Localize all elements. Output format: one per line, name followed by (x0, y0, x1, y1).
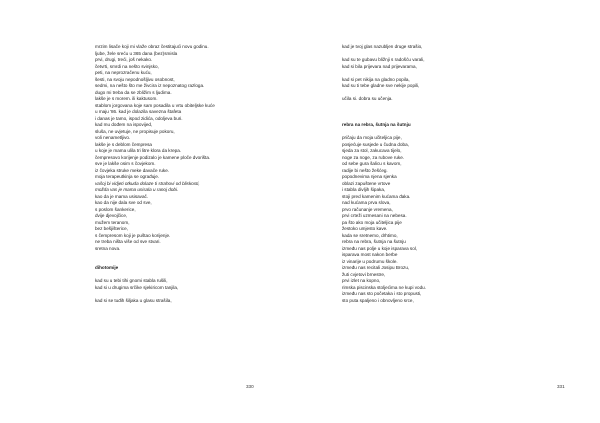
poem-line: ne treba ništa više od sve stvari. (95, 239, 161, 244)
poem-line: s poslom šankerice, (95, 206, 136, 212)
poem-title: rebra na rebra, šutnja na šutnju (342, 122, 411, 127)
poem-line: sjeda za stol, zakucava tijelo, (342, 148, 402, 153)
poem-line: bez bešjišterice, (95, 226, 128, 231)
poem-line: sto puta spaljeno i obnovljeno srce, (342, 297, 414, 303)
poem-line: od sebe gura šalicu s kavom, (342, 161, 402, 166)
left-page-text (95, 44, 215, 304)
poem-line: pa što ako moja učiteljica pije (342, 219, 402, 225)
poem-line-italic: vašoj bi vidjeti otkuda dolaze ti strahovi od bliskosti, (95, 180, 200, 186)
poem-line: radije bi nešto žešćeg. (342, 167, 388, 173)
poem-line: i stabla divljih šipaka, (342, 187, 386, 192)
poem-line: žestoko umjesto kave. (342, 226, 388, 231)
poem-line: stablom jorgovana koje sam posadila u vrtu obiteljske kuće (95, 102, 215, 108)
poem-line: oblazi zapuštene vrtove (342, 180, 391, 186)
poem-line: kad si bila prijevara nad prijevarama, (342, 63, 417, 69)
poem-line: kad je tvoj glas nazubljen druge strašio, (342, 44, 423, 49)
poem-line: dugo mi treba da se zbližim s ljudima. (95, 89, 172, 95)
poem-line-italic: možda vas je mama usisala u ranoj dobi. (95, 187, 179, 192)
poem-line: mužem teranom, (95, 219, 130, 225)
right-page (300, 0, 600, 423)
poem-line: između nas recitali Josipu Brozu, (342, 265, 410, 270)
poem-line: lakše je s morem. ili kaktusom. (95, 96, 158, 101)
poem-line: u maju '86. kad je dolazila savezna štafeta (95, 109, 182, 114)
poem-line: posjećuje susjede u čudna doba, (342, 141, 409, 147)
poem-line: popodnevima njena sjenka (342, 174, 397, 179)
poem-line: sluša, ne uvjetuje, ne propisuje pokoru, (95, 128, 175, 134)
poem-line: kad mu dođem na ispovijed, (95, 122, 153, 127)
poem-line: peti, na neprozračenu kuću, (95, 70, 152, 75)
poem-title: dihotomije (95, 265, 119, 270)
poem-line: kad su te gubavu bližnji s radošću varali, (342, 57, 425, 62)
poem-line: dvije djevojčice, (95, 213, 128, 218)
poem-line: nad kućama prva slova, (342, 200, 391, 205)
poem-line: pričaju da moja učiteljica pije, (342, 135, 402, 140)
poem-line: u koje je mama ulila tri litre klora da krepa. (95, 148, 182, 153)
page-number: 330 (246, 384, 254, 389)
poem-line: između nas sto početaka i sto propusti, (342, 291, 422, 296)
poem-line: četvrti, smrdi na nešto svinjsko, (95, 63, 159, 69)
poem-line: šesti, na svoju nepodnošljivu osobnost, (95, 76, 175, 82)
poem-line: iz čovjeka struke meke davače ruke. (95, 167, 170, 173)
poem-line: prvo računanje vremena, (342, 206, 393, 212)
poem-line: prvi, drugi, treći, još nekako. (95, 57, 153, 62)
poem-line: prvi crteži uzmesani na nebesa. (342, 213, 407, 218)
poem-line: između nas polje u koje isparava sol, (342, 245, 418, 251)
poem-line: prvi izlet na kopno, (342, 278, 381, 283)
right-page-text (342, 44, 426, 304)
poem-line: sretna nova. (95, 245, 121, 251)
poem-line: stoji pred kamenim kućama đaka. (342, 193, 411, 199)
poem-line: rebra na rebra, šutnja na šutnju (342, 239, 406, 244)
poem-line: učila si. dobra su učenja. (342, 96, 393, 101)
poem-line: i danas je tamo, ispod zidića, odoljeva buri. (95, 115, 183, 121)
poem-line: rimska piscinska stoljećima ne kupi vodu. (342, 284, 426, 290)
poem-line: mrzim lisače koji mi vlaže obraz čestitajući novu godinu. (95, 44, 209, 49)
poem-line: voli nenametljivo. (95, 135, 131, 140)
poem-line: kada se sretnemo, drhtimo, (342, 232, 398, 238)
poem-line: lakše je s deblom čempresa (95, 141, 152, 147)
poem-line: kad si se tuđih šiljaka u glasu strašila, (95, 297, 172, 303)
poem-line: sedmi, na nešto što me živcira iz nepoznatog razloga. (95, 83, 205, 88)
poem-line: ljube, žele sreću u 365 dana (bez)smisla (95, 50, 178, 56)
poem-line: moja terapeutkinja se ograđuje. (95, 174, 160, 179)
left-stanza-1 (95, 44, 215, 252)
poem-line: sve je lakše osim s čovjekom. (95, 161, 156, 166)
poem-line: kad su u tebi tihi gnomi stabla rušili, (95, 278, 168, 283)
poem-line: kad si u drugima srčike sjekiricom tanjila, (95, 284, 179, 290)
page-number: 331 (557, 384, 565, 389)
poem-line: kad si pet nikija na gladno popila, (342, 76, 410, 82)
poem-line: noge za noge, za rubove ruke. (342, 154, 405, 160)
poem-line: čempresovo korijenje podizalo je kamene ploče dvorišta. (95, 154, 211, 160)
poem-line: iz vinarije u podrumu škole. (342, 258, 398, 264)
poem-line: kao da je mama usisavač. (95, 193, 149, 199)
poem-line: s čempresom koji je puštao korijenje. (95, 232, 171, 238)
poem-line: kao da nije dala sve od sve, (95, 200, 152, 205)
poem-line: žuti cvjetovi brnestre, (342, 271, 386, 277)
poem-line: isparava most nakon berbe (342, 252, 398, 257)
poem-line: kad su ti tebe gladne sve nekije popili, (342, 83, 420, 88)
